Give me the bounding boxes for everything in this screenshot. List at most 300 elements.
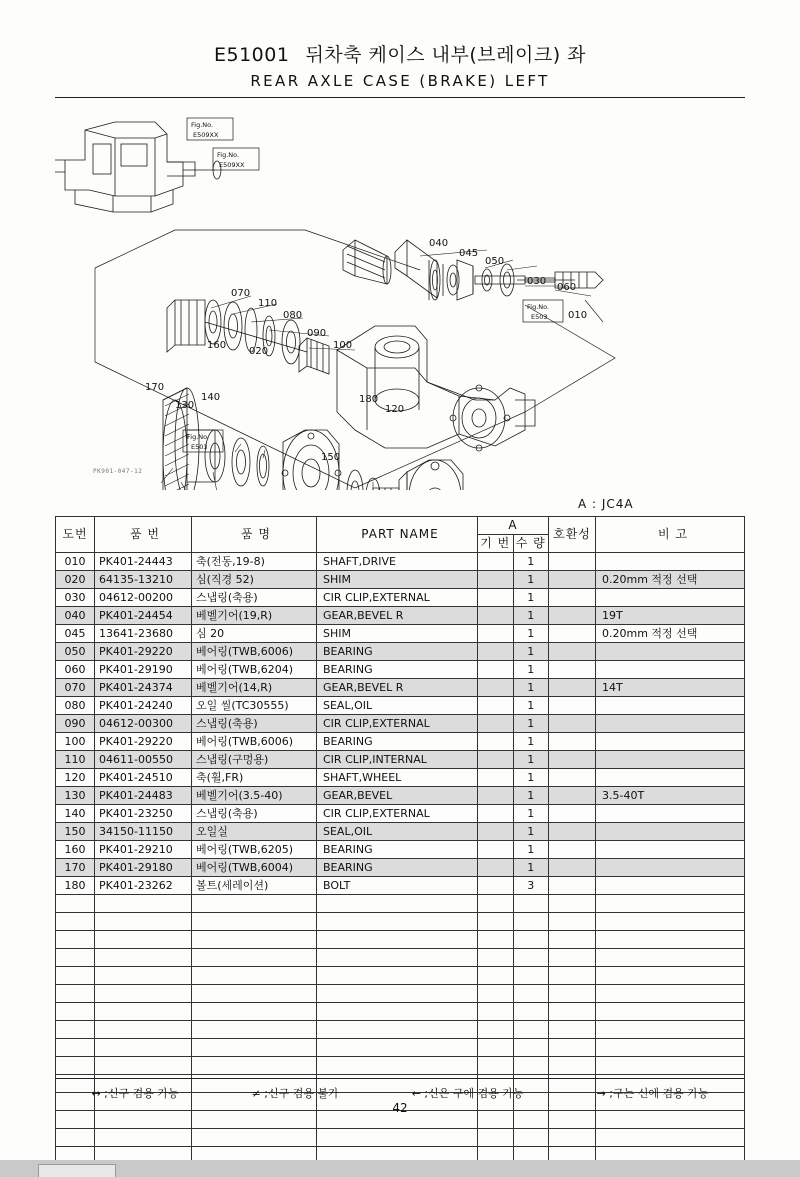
figure-code: E51001	[214, 44, 290, 66]
cell-blank	[549, 1039, 596, 1057]
cell-blank	[549, 913, 596, 931]
cell-blank	[95, 1057, 192, 1075]
scanner-edge-strip	[0, 1160, 800, 1177]
cell-blank	[513, 949, 549, 967]
cell-partname: SEAL,OIL	[317, 697, 478, 715]
cell-blank	[192, 985, 317, 1003]
cell-blank	[513, 985, 549, 1003]
cell-pumbun: 64135-13210	[95, 571, 192, 589]
cell-blank	[513, 1003, 549, 1021]
cell-suryang: 1	[513, 625, 549, 643]
cell-dobeon: 130	[56, 787, 95, 805]
fig-note-value-3: E503	[531, 313, 548, 321]
table-row[interactable]	[56, 805, 745, 823]
cell-blank	[596, 967, 745, 985]
cell-suryang: 1	[513, 751, 549, 769]
cell-blank	[478, 913, 514, 931]
cell-giban	[478, 643, 514, 661]
cell-blank	[549, 949, 596, 967]
col-header-partname: PART NAME	[317, 517, 478, 553]
cell-suryang: 1	[513, 661, 549, 679]
cell-suryang: 1	[513, 859, 549, 877]
table-row[interactable]	[56, 679, 745, 697]
cell-bigo	[596, 589, 745, 607]
cell-blank	[317, 931, 478, 949]
cell-giban	[478, 733, 514, 751]
cell-pummyeong: 베벨기어(19,R)	[192, 607, 317, 625]
cell-dobeon: 040	[56, 607, 95, 625]
table-row[interactable]	[56, 733, 745, 751]
cell-giban	[478, 607, 514, 625]
cell-blank	[95, 985, 192, 1003]
cell-blank	[513, 895, 549, 913]
cell-blank	[95, 1021, 192, 1039]
cell-blank	[317, 1057, 478, 1075]
cell-pummyeong: 베어링(TWB,6006)	[192, 643, 317, 661]
callout-160: 160	[207, 340, 227, 351]
callout-060: 060	[557, 282, 577, 293]
callout-130: 130	[175, 400, 195, 411]
callout-040: 040	[429, 238, 449, 249]
cell-blank	[549, 967, 596, 985]
cell-pumbun: PK401-23250	[95, 805, 192, 823]
page-number: 42	[392, 1101, 408, 1115]
cell-blank	[192, 1057, 317, 1075]
bevel-gear-040	[343, 240, 391, 284]
cell-partname: SHAFT,DRIVE	[317, 553, 478, 571]
cell-suryang: 1	[513, 697, 549, 715]
cell-blank	[596, 1039, 745, 1057]
cell-pummyeong: 베어링(TWB,6204)	[192, 661, 317, 679]
cell-pumbun: PK401-24374	[95, 679, 192, 697]
cell-bigo: 14T	[596, 679, 745, 697]
cell-blank	[549, 985, 596, 1003]
cell-pumbun: 34150-11150	[95, 823, 192, 841]
cell-blank	[95, 913, 192, 931]
col-header-bigo: 비 고	[596, 517, 745, 553]
exploded-parts-diagram	[55, 100, 745, 490]
cell-dobeon: 170	[56, 859, 95, 877]
table-row[interactable]	[56, 769, 745, 787]
parts-table-head	[56, 517, 745, 553]
cell-dobeon: 050	[56, 643, 95, 661]
col-header-pummyeong: 품 명	[192, 517, 317, 553]
cell-suryang: 1	[513, 679, 549, 697]
cell-blank	[56, 985, 95, 1003]
cell-blank	[478, 1129, 514, 1147]
cell-blank	[192, 1003, 317, 1021]
table-row[interactable]	[56, 841, 745, 859]
cell-suryang: 1	[513, 769, 549, 787]
cell-blank	[317, 895, 478, 913]
cell-blank	[478, 1039, 514, 1057]
cell-suryang: 1	[513, 607, 549, 625]
page-title-korean-text: 뒤차축 케이스 내부(브레이크) 좌	[305, 44, 586, 66]
cell-blank	[596, 1021, 745, 1039]
cell-partname: CIR CLIP,EXTERNAL	[317, 589, 478, 607]
cell-pumbun: 04612-00300	[95, 715, 192, 733]
table-row[interactable]	[56, 751, 745, 769]
cell-pummyeong: 베벨기어(14,R)	[192, 679, 317, 697]
cell-pumbun: 13641-23680	[95, 625, 192, 643]
cell-hohwan	[549, 679, 596, 697]
scanner-edge-nub	[38, 1164, 116, 1177]
cell-blank	[192, 1129, 317, 1147]
cell-suryang: 1	[513, 571, 549, 589]
cell-dobeon: 030	[56, 589, 95, 607]
cell-pumbun: PK401-29220	[95, 643, 192, 661]
cell-partname: BEARING	[317, 733, 478, 751]
table-row[interactable]	[56, 589, 745, 607]
cell-blank	[596, 985, 745, 1003]
cell-blank	[549, 1021, 596, 1039]
cell-giban	[478, 859, 514, 877]
cell-pummyeong: 심 20	[192, 625, 317, 643]
cell-blank	[95, 967, 192, 985]
callout-030: 030	[527, 276, 547, 287]
cell-bigo	[596, 733, 745, 751]
cell-blank	[513, 913, 549, 931]
cell-partname: GEAR,BEVEL	[317, 787, 478, 805]
cell-pumbun: 04611-00550	[95, 751, 192, 769]
cell-blank	[549, 931, 596, 949]
cell-blank	[192, 931, 317, 949]
page-title-korean	[0, 40, 800, 67]
cell-dobeon: 060	[56, 661, 95, 679]
bearing-160-020	[232, 438, 269, 486]
cell-pummyeong: 축(전동,19-8)	[192, 553, 317, 571]
cell-blank	[95, 1039, 192, 1057]
footer-divider	[55, 1078, 745, 1079]
cell-partname: BOLT	[317, 877, 478, 895]
cell-blank	[317, 913, 478, 931]
callout-080: 070	[231, 288, 251, 299]
cell-partname: SHAFT,WHEEL	[317, 769, 478, 787]
cell-dobeon: 090	[56, 715, 95, 733]
col-header-giban: 기 번	[478, 535, 514, 553]
cell-dobeon: 020	[56, 571, 95, 589]
cell-blank	[317, 1021, 478, 1039]
table-row[interactable]	[56, 553, 745, 571]
table-row[interactable]	[56, 787, 745, 805]
callout-045: 045	[459, 248, 479, 259]
cell-blank	[56, 913, 95, 931]
cell-giban	[478, 805, 514, 823]
callout-120: 120	[385, 404, 405, 415]
cell-hohwan	[549, 589, 596, 607]
cell-pumbun: PK401-24454	[95, 607, 192, 625]
cell-blank	[596, 913, 745, 931]
cell-pummyeong: 심(직경 52)	[192, 571, 317, 589]
fig-note-label-2: Fig.No.	[217, 151, 240, 159]
cell-blank	[317, 1039, 478, 1057]
cell-partname: GEAR,BEVEL R	[317, 607, 478, 625]
cell-blank	[192, 895, 317, 913]
cell-hohwan	[549, 751, 596, 769]
table-row[interactable]	[56, 661, 745, 679]
cell-pummyeong: 스냅링(축용)	[192, 715, 317, 733]
cell-suryang: 1	[513, 715, 549, 733]
cell-suryang: 1	[513, 589, 549, 607]
cell-blank	[478, 985, 514, 1003]
cell-hohwan	[549, 805, 596, 823]
cell-giban	[478, 589, 514, 607]
cell-blank	[478, 949, 514, 967]
cell-bigo: 0.20mm 적정 선택	[596, 625, 745, 643]
cell-giban	[478, 841, 514, 859]
cell-pummyeong: 스냅링(구멍용)	[192, 751, 317, 769]
cell-dobeon: 150	[56, 823, 95, 841]
cell-bigo: 0.20mm 적정 선택	[596, 571, 745, 589]
cell-bigo	[596, 877, 745, 895]
cell-suryang: 1	[513, 733, 549, 751]
cell-blank	[192, 1039, 317, 1057]
cell-pummyeong: 스냅링(축용)	[192, 805, 317, 823]
cell-pumbun: PK401-23262	[95, 877, 192, 895]
legend-row	[55, 1085, 745, 1101]
cell-partname: BEARING	[317, 841, 478, 859]
cell-bigo	[596, 697, 745, 715]
cell-blank	[56, 1021, 95, 1039]
callout-070: 100	[333, 340, 353, 351]
table-row-blank	[56, 913, 745, 931]
cell-giban	[478, 571, 514, 589]
cell-dobeon: 100	[56, 733, 95, 751]
table-row-blank	[56, 1057, 745, 1075]
mid-shaft-assembly	[167, 300, 329, 374]
cell-blank	[317, 1129, 478, 1147]
cell-blank	[596, 895, 745, 913]
cell-blank	[513, 1021, 549, 1039]
cell-partname: CIR CLIP,EXTERNAL	[317, 715, 478, 733]
cell-pummyeong: 베어링(TWB,6004)	[192, 859, 317, 877]
cell-blank	[478, 1057, 514, 1075]
col-header-suryang: 수 량	[513, 535, 549, 553]
table-row-blank	[56, 949, 745, 967]
cell-bigo	[596, 715, 745, 733]
cell-hohwan	[549, 859, 596, 877]
cell-pummyeong: 오일 씰(TC30555)	[192, 697, 317, 715]
table-row[interactable]	[56, 625, 745, 643]
cell-giban	[478, 751, 514, 769]
table-row[interactable]	[56, 697, 745, 715]
cell-bigo	[596, 823, 745, 841]
cell-dobeon: 045	[56, 625, 95, 643]
cell-blank	[95, 1003, 192, 1021]
cell-blank	[95, 895, 192, 913]
cell-dobeon: 070	[56, 679, 95, 697]
cell-pumbun: PK401-24510	[95, 769, 192, 787]
cell-blank	[478, 1003, 514, 1021]
cell-giban	[478, 679, 514, 697]
axle-case-housing	[337, 326, 535, 451]
callout-140: 140	[201, 392, 221, 403]
cell-bigo	[596, 841, 745, 859]
cell-blank	[56, 1057, 95, 1075]
cell-dobeon: 080	[56, 697, 95, 715]
cell-giban	[478, 769, 514, 787]
cell-partname: GEAR,BEVEL R	[317, 679, 478, 697]
table-row[interactable]	[56, 877, 745, 895]
cell-blank	[317, 949, 478, 967]
cell-blank	[317, 967, 478, 985]
table-header-row-1	[56, 517, 745, 535]
cell-hohwan	[549, 625, 596, 643]
cell-giban	[478, 787, 514, 805]
callout-010: 010	[568, 310, 588, 321]
cell-blank	[549, 1057, 596, 1075]
cell-blank	[549, 895, 596, 913]
cell-bigo	[596, 805, 745, 823]
cell-hohwan	[549, 769, 596, 787]
cell-dobeon: 180	[56, 877, 95, 895]
cell-blank	[513, 1039, 549, 1057]
cell-dobeon: 110	[56, 751, 95, 769]
cell-suryang: 1	[513, 841, 549, 859]
cell-blank	[596, 1057, 745, 1075]
cell-pummyeong: 베어링(TWB,6006)	[192, 733, 317, 751]
cell-blank	[549, 1129, 596, 1147]
cell-blank	[317, 1003, 478, 1021]
cell-blank	[596, 931, 745, 949]
cell-hohwan	[549, 733, 596, 751]
col-header-dobeon: 도번	[56, 517, 95, 553]
callout-170: 170	[145, 382, 165, 393]
table-row[interactable]	[56, 643, 745, 661]
cell-partname: CIR CLIP,EXTERNAL	[317, 805, 478, 823]
cell-partname: BEARING	[317, 661, 478, 679]
cell-pumbun: PK401-24483	[95, 787, 192, 805]
table-row[interactable]	[56, 715, 745, 733]
callout-180: 180	[359, 394, 379, 405]
cell-pumbun: 04612-00200	[95, 589, 192, 607]
table-row-blank	[56, 985, 745, 1003]
table-row-blank	[56, 1021, 745, 1039]
legend-item-2: ≠ ;신구 겸용 불가	[251, 1087, 339, 1100]
cell-giban	[478, 625, 514, 643]
table-row-blank	[56, 1039, 745, 1057]
cell-bigo: 3.5-40T	[596, 787, 745, 805]
cell-suryang: 3	[513, 877, 549, 895]
diagram-svg	[55, 100, 745, 490]
cell-blank	[192, 949, 317, 967]
cell-giban	[478, 823, 514, 841]
parts-table-body	[56, 553, 745, 1177]
cell-blank	[56, 949, 95, 967]
page-title-english: REAR AXLE CASE (BRAKE) LEFT	[250, 72, 550, 90]
cell-giban	[478, 715, 514, 733]
fig-note-label-3: Fig.No.	[527, 303, 550, 311]
cell-suryang: 1	[513, 643, 549, 661]
cell-hohwan	[549, 841, 596, 859]
cell-hohwan	[549, 571, 596, 589]
cell-dobeon: 140	[56, 805, 95, 823]
callout-050: 050	[485, 256, 505, 267]
cell-partname: SHIM	[317, 571, 478, 589]
cell-hohwan	[549, 877, 596, 895]
cell-partname: SHIM	[317, 625, 478, 643]
cell-blank	[56, 1129, 95, 1147]
cell-suryang: 1	[513, 787, 549, 805]
cell-pummyeong: 베벨기어(3.5-40)	[192, 787, 317, 805]
cell-blank	[513, 1129, 549, 1147]
cell-blank	[478, 895, 514, 913]
cell-partname: SEAL,OIL	[317, 823, 478, 841]
cell-hohwan	[549, 661, 596, 679]
callout-110: 110	[258, 298, 278, 309]
table-row-blank	[56, 1003, 745, 1021]
table-row[interactable]	[56, 859, 745, 877]
cell-partname: BEARING	[317, 643, 478, 661]
header-divider	[55, 97, 745, 98]
cell-pummyeong: 베어링(TWB,6205)	[192, 841, 317, 859]
cell-pumbun: PK401-29220	[95, 733, 192, 751]
cell-hohwan	[549, 607, 596, 625]
callout-090: 080	[283, 310, 303, 321]
cell-blank	[95, 1129, 192, 1147]
cell-bigo	[596, 553, 745, 571]
cell-blank	[596, 949, 745, 967]
table-row-blank	[56, 931, 745, 949]
legend-item-4: → ;구는 신에 겸용 가능	[596, 1087, 709, 1100]
cell-pumbun: PK401-24240	[95, 697, 192, 715]
table-row-blank	[56, 967, 745, 985]
cell-hohwan	[549, 715, 596, 733]
cell-blank	[513, 931, 549, 949]
legend-item-3: ← ;신은 구에 겸용 가능	[411, 1087, 524, 1100]
cell-giban	[478, 697, 514, 715]
cell-dobeon: 010	[56, 553, 95, 571]
cell-pumbun: PK401-24443	[95, 553, 192, 571]
cell-giban	[478, 877, 514, 895]
cell-suryang: 1	[513, 553, 549, 571]
cell-blank	[478, 1021, 514, 1039]
table-row[interactable]	[56, 607, 745, 625]
cell-blank	[596, 1129, 745, 1147]
cell-suryang: 1	[513, 823, 549, 841]
fig-note-label-4: Fig.No.	[187, 433, 210, 441]
col-header-hohwan: 호환성	[549, 517, 596, 553]
cell-blank	[513, 1057, 549, 1075]
cell-pummyeong: 축(휠,FR)	[192, 769, 317, 787]
cell-blank	[56, 1003, 95, 1021]
cell-blank	[317, 985, 478, 1003]
cell-blank	[56, 1039, 95, 1057]
fig-note-label-1: Fig.No.	[191, 121, 214, 129]
cell-pummyeong: 오일실	[192, 823, 317, 841]
cell-blank	[549, 1003, 596, 1021]
table-row[interactable]	[56, 571, 745, 589]
wheel-shaft-group	[347, 460, 463, 490]
callout-020: 020	[249, 346, 269, 357]
cell-pummyeong: 스냅링(축용)	[192, 589, 317, 607]
cell-hohwan	[549, 643, 596, 661]
legend-item-1: ↔ ;신구 겸용 가능	[91, 1087, 179, 1100]
cell-hohwan	[549, 823, 596, 841]
cell-partname: BEARING	[317, 859, 478, 877]
callout-100: 090	[307, 328, 327, 339]
cell-blank	[192, 967, 317, 985]
cell-blank	[95, 931, 192, 949]
cell-hohwan	[549, 787, 596, 805]
cell-blank	[192, 1021, 317, 1039]
variant-label: A : JC4A	[578, 497, 634, 511]
cell-bigo	[596, 859, 745, 877]
cell-giban	[478, 661, 514, 679]
cell-blank	[56, 931, 95, 949]
table-row[interactable]	[56, 823, 745, 841]
cell-blank	[192, 913, 317, 931]
